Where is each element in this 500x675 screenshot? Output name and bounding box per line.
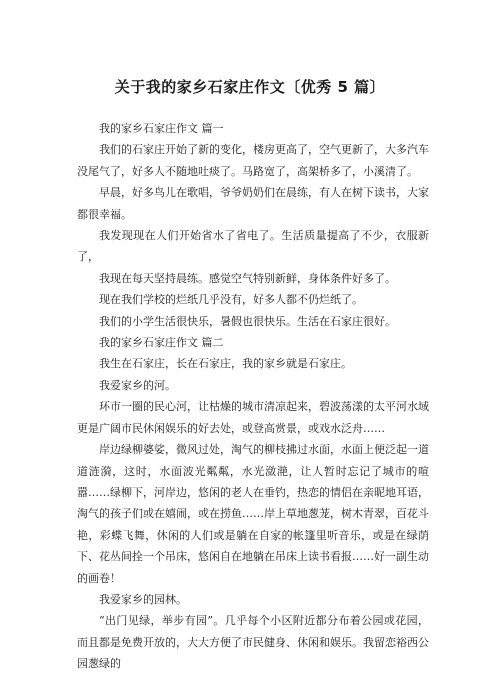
paragraph: 我生在石家庄，长在石家庄，我的家乡就是石家庄。 [99,357,352,371]
paragraph: 环市一圈的民心河，让枯燥的城市清凉起来，碧波荡漾的太平河水域更是广阔市民休闲娱乐的好去处，或登高赏景，或戏水泛舟…… [77,400,429,435]
paragraph: 我现在每天坚持晨练。感觉空气特别新鲜，身体条件好多了。 [99,271,396,285]
paragraph-heading: 我的家乡石家庄作文 篇一 [99,122,224,135]
paragraph: 我爱家乡的园林。 [99,592,187,606]
paragraph: 我发现现在人们开始省水了省电了。生活质量提高了不少，衣服新了， [77,229,429,264]
paragraph: 我爱家乡的河。 [99,378,176,392]
paragraph: “出门见绿，举步有园”。几乎每个小区附近都分布着公园或花园，而且都是免费开放的，大大方便了市民健身、休闲和娱乐。我留恋裕西公园葱绿的 [77,614,429,671]
paragraph: 我们的石家庄开始了新的变化，楼房更高了，空气更新了，大多汽车没尾气了，好多人不随地吐痰了。马路宽了，高架桥多了，小溪清了。 [77,143,429,178]
paragraph-heading: 我的家乡石家庄作文 篇二 [99,336,224,350]
document-title: 关于我的家乡石家庄作文〔优秀 5 篇〕 [114,78,386,96]
paragraph: 我们的小学生活很快乐，暑假也很快乐。生活在石家庄很好。 [99,314,396,328]
document-body [77,118,429,675]
paragraph: 早晨，好多鸟儿在歌唱，爷爷奶奶们在晨练，有人在树下读书，大家都很幸福。 [77,186,429,221]
paragraph: 现在我们学校的烂纸几乎没有，好多人都不仍烂纸了。 [99,293,363,307]
paragraph: 岸边绿柳婆娑，微风过处，淘气的柳枝拂过水面，水面上便泛起一道道涟漪，这时，水面波光粼粼，水光潋滟，让人暂时忘记了城市的喧嚣……绿柳下，河岸边，悠闲的老人在垂钓，热恋的情侣在亲昵地耳语，淘气的孩子们或在嬉闹，或在捞鱼……岸上草地葱茏，树木青翠，百花斗艳，彩蝶飞舞，休闲的人们或是躺在自家的帐篷里听音乐，或是在绿荫下、花丛间拴一个吊床，悠闲自在地躺在吊床上读书看报……好一副生动的画卷！ [77,443,429,585]
